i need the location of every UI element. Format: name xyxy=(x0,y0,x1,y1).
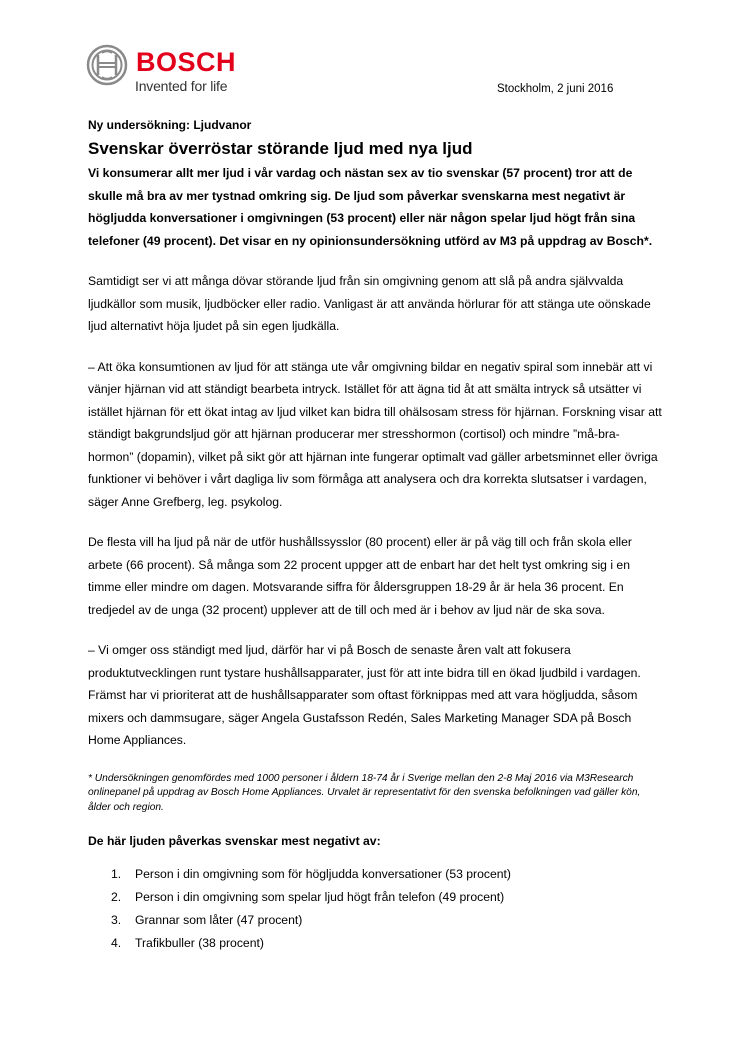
quote-paragraph-psychologist: – Att öka konsumtionen av ljud för att stänga ute vår omgivning bildar en negativ spiral som innebär att vi vänjer hjärnan vid att ständigt bearbeta intryck. Istället för att ägna tid åt att smälta intryck så utsätter vi istället hjärnan för ett ökat intag av ljud vilket kan bidra till ohälsosam stress för hjärnan. Forskning visar att ständigt bakgrundsljud gör att hjärnan producerar mer stresshormon (cortisol) och mindre ”må-bra-hormon” (dopamin), vilket på sikt gör att hjärnan inte fungerar optimalt vad gäller arbetsminnet eller övriga funktioner vi behöver i vårt dagliga liv som förmåga att analysera och dra korrekta slutsatser i vardagen, säger Anne Grefberg, leg. psykolog. xyxy=(88,359,662,509)
kicker: Ny undersökning: Ljudvanor xyxy=(88,118,252,132)
press-release-body xyxy=(88,117,664,955)
ranked-list xyxy=(88,863,664,955)
dateline: Stockholm, 2 juni 2016 xyxy=(497,83,614,95)
list-item-number: 4. xyxy=(111,936,122,951)
list-item-text: Grannar som låter (47 procent) xyxy=(135,913,303,928)
list-item xyxy=(88,886,664,909)
list-item-number: 1. xyxy=(111,867,122,882)
list-item-number: 2. xyxy=(111,890,122,905)
body-paragraph: De flesta vill ha ljud på när de utför hushållssysslor (80 procent) eller är på väg till och från skola eller arbete (66 procent). Så många som 22 procent uppger att de enbart har det helt tyst omkring sig i en timme eller mindre om dagen. Motsvarande siffra för åldersgruppen 18-29 år är hela 36 procent. En tredjedel av de unga (32 procent) upplever att de till och med är i behov av ljud när de ska sova. xyxy=(88,535,632,617)
list-item xyxy=(88,863,664,886)
list-item-number: 3. xyxy=(111,913,122,928)
list-item-text: Person i din omgivning som spelar ljud högt från telefon (49 procent) xyxy=(135,890,505,905)
bosch-armature-icon xyxy=(86,44,128,86)
brand-name: BOSCH xyxy=(136,47,237,77)
list-item-text: Trafikbuller (38 procent) xyxy=(135,936,264,951)
headline: Svenskar överröstar störande ljud med nya ljud xyxy=(88,139,473,158)
quote-paragraph-bosch: – Vi omger oss ständigt med ljud, därför har vi på Bosch de senaste åren valt att fokusera produktutvecklingen runt tystare hushållsapparater, just för att inte bidra till en ökad ljudbild i vardagen. Främst har vi prioriterat att de hushållsapparater som oftast förknippas med att vara högljudda, såsom mixers och dammsugare, säger Angela Gustafsson Redén, Sales Marketing Manager SDA på Bosch Home Appliances. xyxy=(88,643,641,747)
list-title: De här ljuden påverkas svenskar mest negativt av: xyxy=(88,834,381,849)
lead-paragraph: Vi konsumerar allt mer ljud i vår vardag och nästan sex av tio svenskar (57 procent) tror att de skulle må bra av mer tystnad omkring sig. De ljud som påverkar svenskarna mest negativt är högljudda konversationer i omgivningen (53 procent) eller när någon spelar ljud högt från sina telefoner (49 procent). Det visar en ny opinionsundersökning utförd av M3 på uppdrag av Bosch*. xyxy=(88,166,653,248)
body-paragraph: Samtidigt ser vi att många dövar störande ljud från sin omgivning genom att slå på andra självvalda ljudkällor som musik, ljudböcker eller radio. Vanligast är att använda hörlurar för att stänga ute oönskade ljud alternativt höja ljudet på sin egen ljudkälla. xyxy=(88,274,651,333)
bosch-logo xyxy=(86,44,246,98)
survey-footnote: * Undersökningen genomfördes med 1000 personer i åldern 18-74 år i Sverige mellan den 2-8 Maj 2016 via M3Research onlinepanel på uppdrag av Bosch Home Appliances. Urvalet är representativt för den svenska befolkningen vad gäller kön, ålder och region. xyxy=(88,772,641,813)
brand-tagline: Invented for life xyxy=(135,78,228,94)
list-item xyxy=(88,909,664,932)
list-item-text: Person i din omgivning som för högljudda konversationer (53 procent) xyxy=(135,867,511,882)
list-item xyxy=(88,932,664,955)
